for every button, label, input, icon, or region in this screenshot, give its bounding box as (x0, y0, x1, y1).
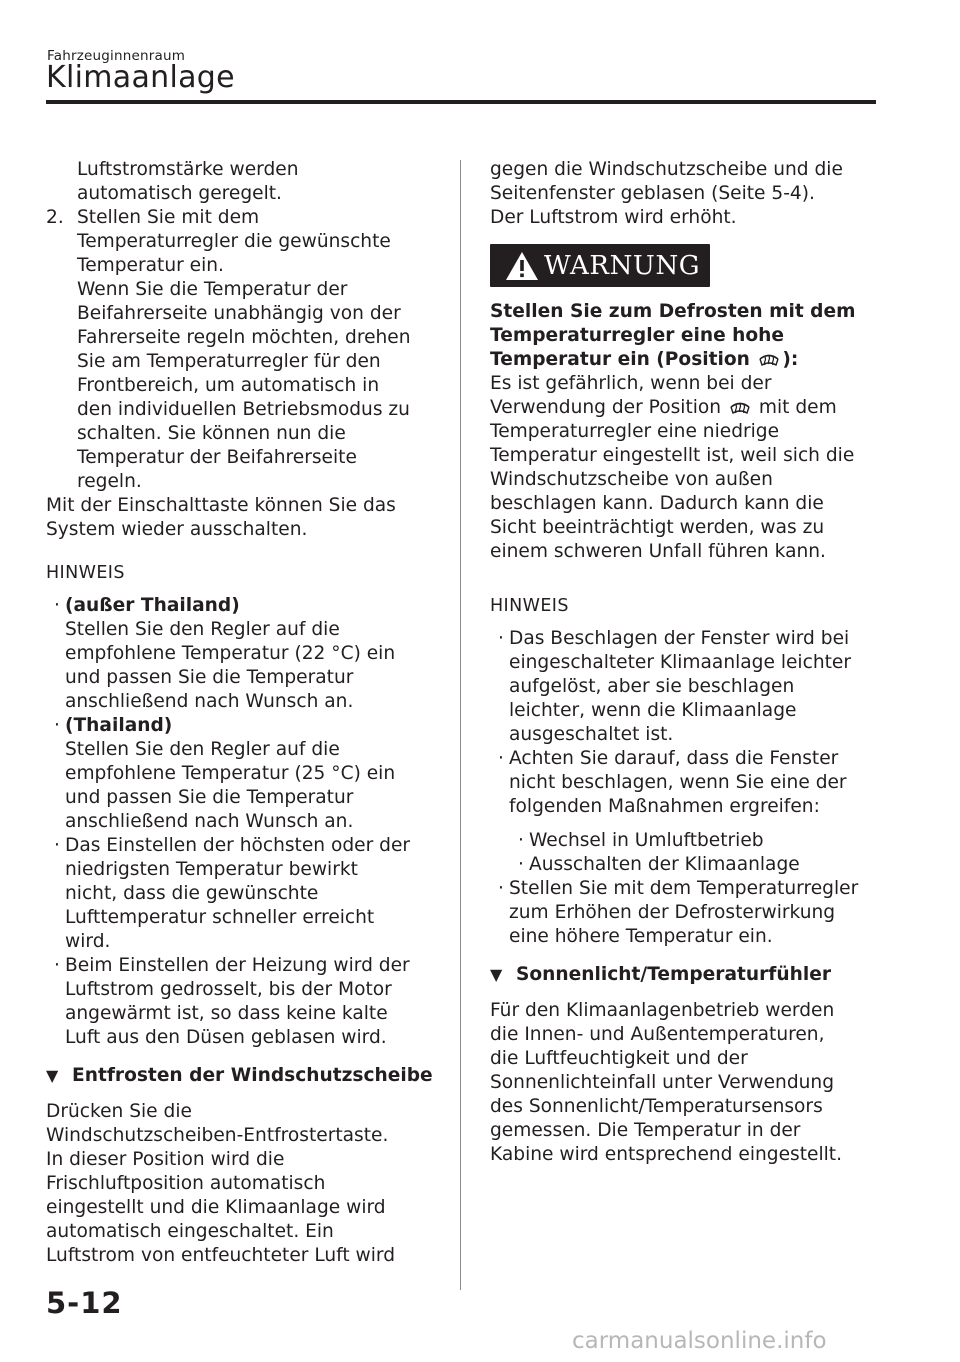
bullet-icon: · (54, 955, 60, 976)
windshield-defroster-icon (758, 349, 780, 367)
windshield-defroster-icon (729, 397, 751, 415)
right-column (490, 158, 885, 1167)
triangle-down-icon: ▼ (490, 965, 503, 984)
note-item (490, 877, 885, 949)
text-line: Stellen Sie den Regler auf die (65, 619, 340, 640)
note-subitem (490, 829, 885, 853)
text-line: Frischluftposition automatisch (46, 1173, 326, 1194)
text-line: Windschutzscheiben-Entfrostertaste. (46, 1125, 389, 1146)
note-heading: HINWEIS (46, 563, 125, 583)
warning-label: WARNUNG (544, 250, 701, 281)
note-subitem (490, 853, 885, 877)
text-line: Beifahrerseite unabhängig von der (77, 303, 401, 324)
text-line: Das Beschlagen der Fenster wird bei (509, 628, 850, 649)
bullet-icon: · (518, 830, 524, 851)
text-line: empfohlene Temperatur (22 °C) ein (65, 643, 396, 664)
text-line: Temperatur ein. (77, 255, 224, 276)
text-line: Achten Sie darauf, dass die Fenster (509, 748, 839, 769)
text-line: Stellen Sie mit dem Temperaturregler (509, 878, 859, 899)
left-column (46, 158, 446, 1268)
text-line: und passen Sie die Temperatur (65, 787, 354, 808)
warning-banner (490, 244, 710, 287)
text-line: Wenn Sie die Temperatur der (77, 279, 348, 300)
text-line: des Sonnenlicht/Temperatursensors (490, 1096, 823, 1117)
step-number: 2. (46, 207, 64, 228)
column-divider (460, 160, 461, 1290)
text-line: anschließend nach Wunsch an. (65, 811, 354, 832)
text-line: wird. (65, 931, 111, 952)
text-span: Verwendung der Position (490, 397, 727, 418)
chapter-label: Fahrzeuginnenraum (47, 48, 186, 64)
text-line: Stellen Sie mit dem (77, 207, 260, 228)
text-line: nicht beschlagen, wenn Sie eine der (509, 772, 847, 793)
text-line: Seitenfenster geblasen (Seite 5-4). (490, 183, 815, 204)
text-line: Beim Einstellen der Heizung wird der (65, 955, 410, 976)
text-line: nicht, dass die gewünschte (65, 883, 319, 904)
note-item (46, 834, 446, 954)
text-line: Das Einstellen der höchsten oder der (65, 835, 411, 856)
triangle-down-icon: ▼ (46, 1066, 59, 1085)
text-line: den individuellen Betriebsmodus zu (77, 399, 410, 420)
text-line: automatisch geregelt. (77, 183, 282, 204)
text-line: eingestellt und die Klimaanlage wird (46, 1197, 386, 1218)
text-line: eine höhere Temperatur ein. (509, 926, 773, 947)
note-item (46, 954, 446, 1050)
section-heading-text: Sonnenlicht/Temperaturfühler (516, 964, 832, 985)
text-line: automatisch eingeschaltet. Ein (46, 1221, 334, 1242)
text-line: die Innen- und Außentemperaturen, (490, 1024, 825, 1045)
text-line: niedrigsten Temperatur bewirkt (65, 859, 358, 880)
text-line: beschlagen kann. Dadurch kann die (490, 493, 824, 514)
text-line: In dieser Position wird die (46, 1149, 285, 1170)
text-line: Kabine wird entsprechend eingestellt. (490, 1144, 842, 1165)
text-line: Ausschalten der Klimaanlage (529, 854, 800, 875)
bullet-icon: · (54, 595, 60, 616)
bullet-icon: · (54, 835, 60, 856)
text-line: aufgelöst, aber sie beschlagen (509, 676, 795, 697)
text-line: Fahrerseite regeln möchten, drehen (77, 327, 411, 348)
text-line: Luft aus den Düsen geblasen wird. (65, 1027, 387, 1048)
bullet-icon: · (498, 628, 504, 649)
warning-heading-line: Temperaturregler eine hohe (490, 325, 785, 346)
text-line: empfohlene Temperatur (25 °C) ein (65, 763, 396, 784)
warning-heading-text: Temperatur ein (Position (490, 349, 757, 370)
note-item (490, 627, 885, 747)
text-line: Windschutzscheibe von außen (490, 469, 773, 490)
note-item (490, 747, 885, 819)
text-line: folgenden Maßnahmen ergreifen: (509, 796, 820, 817)
text-line: Für den Klimaanlagenbetrieb werden (490, 1000, 835, 1021)
text-line: und passen Sie die Temperatur (65, 667, 354, 688)
page-number: 5-12 (46, 1286, 123, 1320)
watermark: carmanualsonline.info (572, 1328, 827, 1354)
note-item (46, 714, 446, 834)
section-heading (490, 963, 885, 987)
warning-heading-text: ): (782, 349, 799, 370)
header-rule (46, 100, 876, 104)
text-line: Es ist gefährlich, wenn bei der (490, 373, 772, 394)
text-line: Sicht beeinträchtigt werden, was zu (490, 517, 825, 538)
intro-text (46, 158, 446, 206)
bullet-icon: · (498, 748, 504, 769)
text-line: Temperaturregler eine niedrige (490, 421, 780, 442)
warning-heading-line: Stellen Sie zum Defrosten mit dem (490, 301, 856, 322)
text-line: Luftstromstärke werden (77, 159, 299, 180)
text-line: Stellen Sie den Regler auf die (65, 739, 340, 760)
page-title: Klimaanlage (46, 60, 235, 95)
text-line: Mit der Einschalttaste können Sie das (46, 495, 396, 516)
warning-triangle-icon (504, 250, 540, 282)
text-line: eingeschalteter Klimaanlage leichter (509, 652, 851, 673)
text-line: Sonnenlichteinfall unter Verwendung (490, 1072, 834, 1093)
text-line: Luftstrom von entfeuchteter Luft wird (46, 1245, 396, 1266)
text-line: anschließend nach Wunsch an. (65, 691, 354, 712)
text-line: System wieder ausschalten. (46, 519, 308, 540)
text-line: Luftstrom gedrosselt, bis der Motor (65, 979, 392, 1000)
text-line: Wechsel in Umluftbetrieb (529, 830, 764, 851)
text-line: schalten. Sie können nun die (77, 423, 346, 444)
warning-heading-line (490, 348, 885, 372)
step-text (77, 206, 411, 494)
text-line: Temperatur eingestellt ist, weil sich die (490, 445, 855, 466)
note-item-heading: (Thailand) (65, 715, 173, 736)
text-line: gegen die Windschutzscheibe und die (490, 159, 843, 180)
text-span: mit dem (752, 397, 837, 418)
text-line: Temperaturregler die gewünschte (77, 231, 391, 252)
text-line: ausgeschaltet ist. (509, 724, 674, 745)
text-line: die Luftfeuchtigkeit und der (490, 1048, 748, 1069)
text-line: einem schweren Unfall führen kann. (490, 541, 826, 562)
text-line: Der Luftstrom wird erhöht. (490, 207, 737, 228)
section-heading (46, 1064, 446, 1088)
step-2 (46, 206, 446, 494)
text-line (490, 396, 885, 420)
note-item (46, 594, 446, 714)
bullet-icon: · (54, 715, 60, 736)
text-line: Drücken Sie die (46, 1101, 192, 1122)
bullet-icon: · (498, 878, 504, 899)
note-item-heading: (außer Thailand) (65, 595, 240, 616)
text-line: Sie am Temperaturregler für den (77, 351, 381, 372)
text-line: gemessen. Die Temperatur in der (490, 1120, 801, 1141)
text-line: zum Erhöhen der Defrosterwirkung (509, 902, 836, 923)
bullet-icon: · (518, 854, 524, 875)
text-line: leichter, wenn die Klimaanlage (509, 700, 797, 721)
section-heading-text: Entfrosten der Windschutzscheibe (72, 1065, 433, 1086)
text-line: angewärmt ist, so dass keine kalte (65, 1003, 388, 1024)
text-line: Frontbereich, um automatisch in (77, 375, 380, 396)
text-line: Temperatur der Beifahrerseite (77, 447, 357, 468)
text-line: Lufttemperatur schneller erreicht (65, 907, 375, 928)
note-heading: HINWEIS (490, 596, 569, 616)
text-line: regeln. (77, 471, 142, 492)
